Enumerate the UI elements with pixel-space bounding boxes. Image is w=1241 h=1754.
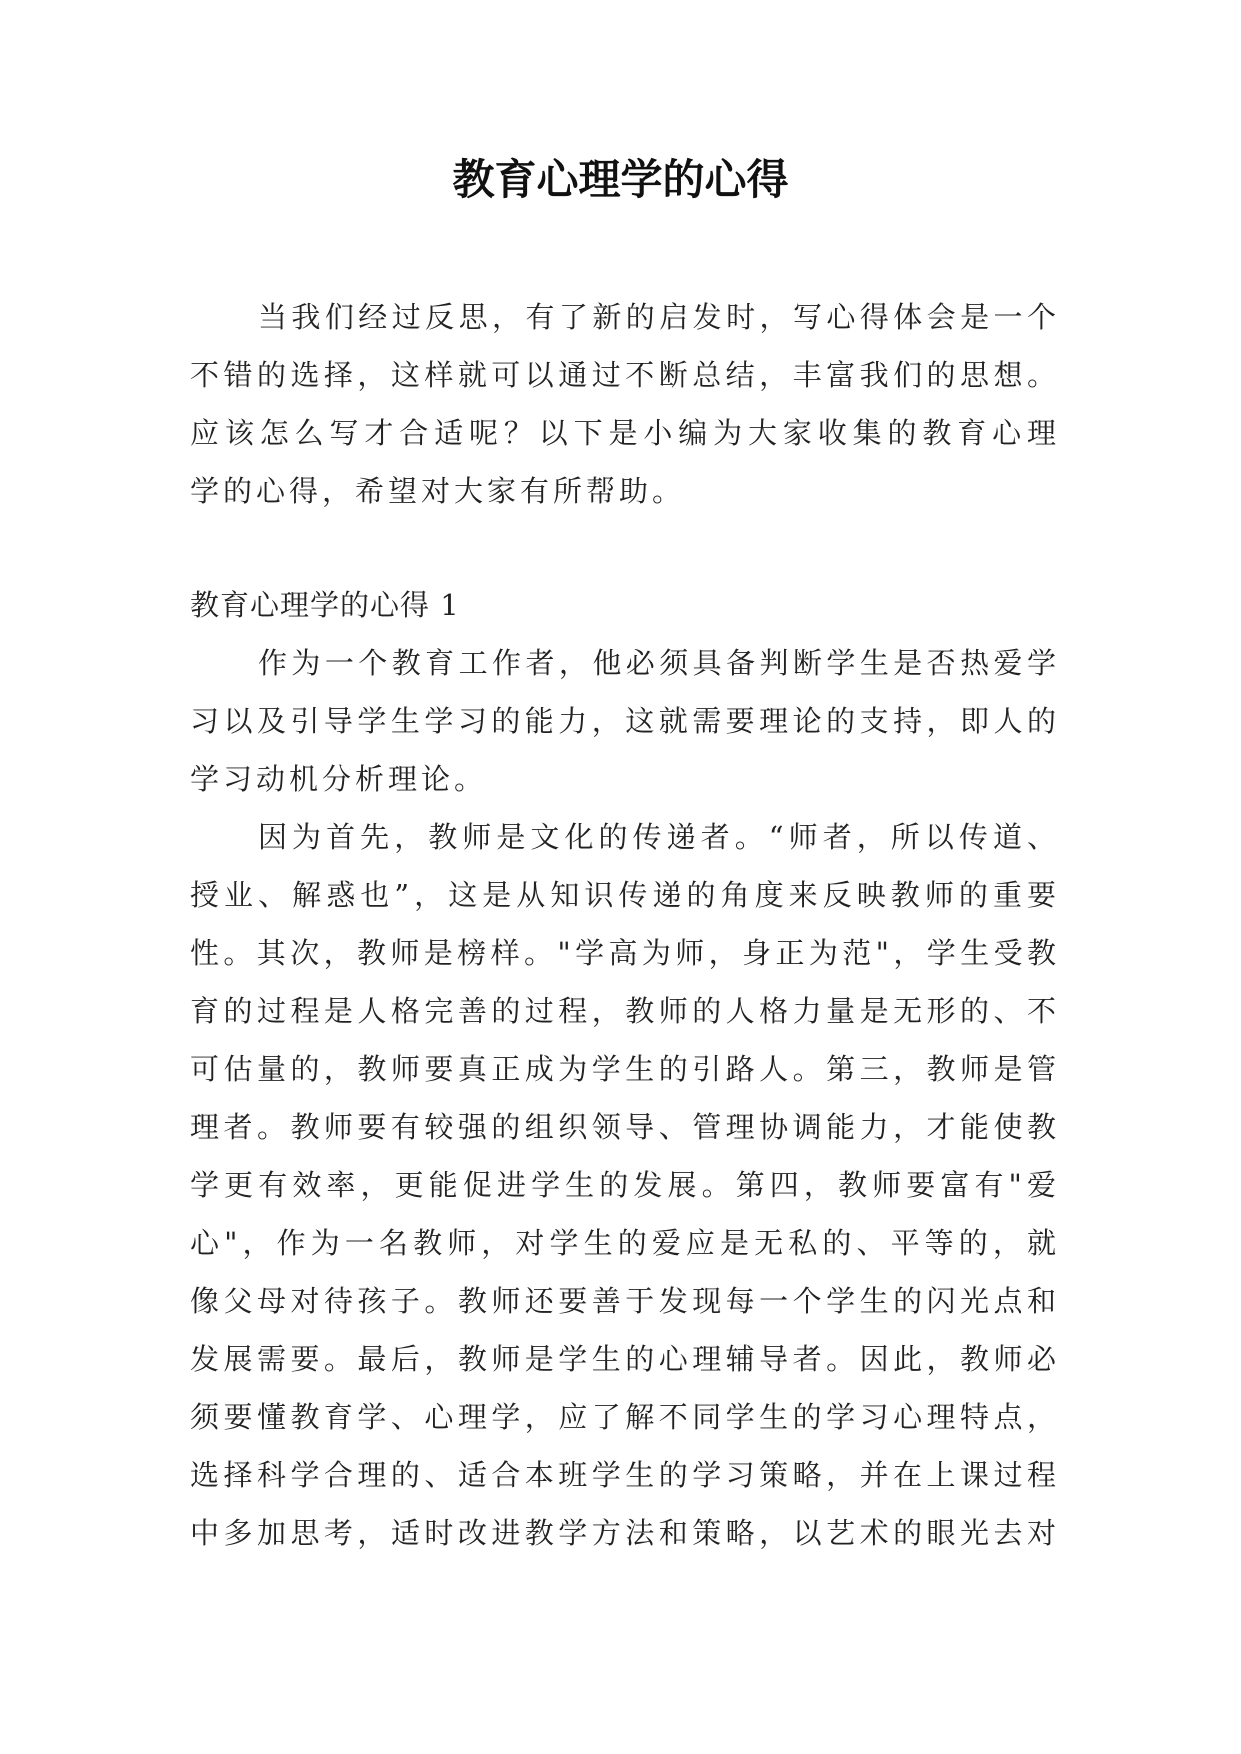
text-line: 须要懂教育学、心理学，应了解不同学生的学习心理特点， xyxy=(190,1400,1060,1434)
text-line: 选择科学合理的、适合本班学生的学习策略，并在上课过程 xyxy=(190,1458,1060,1492)
paragraph-1 xyxy=(190,634,1060,808)
text-line: 因为首先，教师是文化的传递者。“师者，所以传道、 xyxy=(258,820,1060,854)
text-line: 不错的选择，这样就可以通过不断总结，丰富我们的思想。 xyxy=(190,358,1060,392)
paragraph-gap xyxy=(190,520,1060,576)
document-body xyxy=(190,288,1060,1562)
text-line: 授业、解惑也”，这是从知识传递的角度来反映教师的重要 xyxy=(190,878,1060,912)
text-line: 应该怎么写才合适呢？以下是小编为大家收集的教育心理 xyxy=(190,416,1060,450)
text-line: 学更有效率，更能促进学生的发展。第四，教师要富有"爱 xyxy=(190,1168,1060,1202)
text-line: 可估量的，教师要真正成为学生的引路人。第三，教师是管 xyxy=(190,1052,1060,1086)
text-line: 发展需要。最后，教师是学生的心理辅导者。因此，教师必 xyxy=(190,1342,1060,1376)
text-line: 中多加思考，适时改进教学方法和策略，以艺术的眼光去对 xyxy=(190,1516,1060,1550)
intro-paragraph xyxy=(190,288,1060,520)
text-line: 理者。教师要有较强的组织领导、管理协调能力，才能使教 xyxy=(190,1110,1060,1144)
text-line: 学习动机分析理论。 xyxy=(190,762,488,796)
text-line: 性。其次，教师是榜样。"学高为师，身正为范"，学生受教 xyxy=(190,936,1060,970)
text-line: 当我们经过反思，有了新的启发时，写心得体会是一个 xyxy=(258,300,1060,334)
text-line: 作为一个教育工作者，他必须具备判断学生是否热爱学 xyxy=(258,646,1060,680)
document-title: 教育心理学的心得 xyxy=(452,155,789,204)
section-heading: 教育心理学的心得 1 xyxy=(190,588,460,622)
text-line: 学的心得，希望对大家有所帮助。 xyxy=(190,474,686,508)
paragraph-2 xyxy=(190,808,1060,1562)
text-line: 育的过程是人格完善的过程，教师的人格力量是无形的、不 xyxy=(190,994,1060,1028)
text-line: 习以及引导学生学习的能力，这就需要理论的支持，即人的 xyxy=(190,704,1060,738)
text-line: 像父母对待孩子。教师还要善于发现每一个学生的闪光点和 xyxy=(190,1284,1060,1318)
text-line: 心"，作为一名教师，对学生的爱应是无私的、平等的，就 xyxy=(190,1226,1060,1260)
